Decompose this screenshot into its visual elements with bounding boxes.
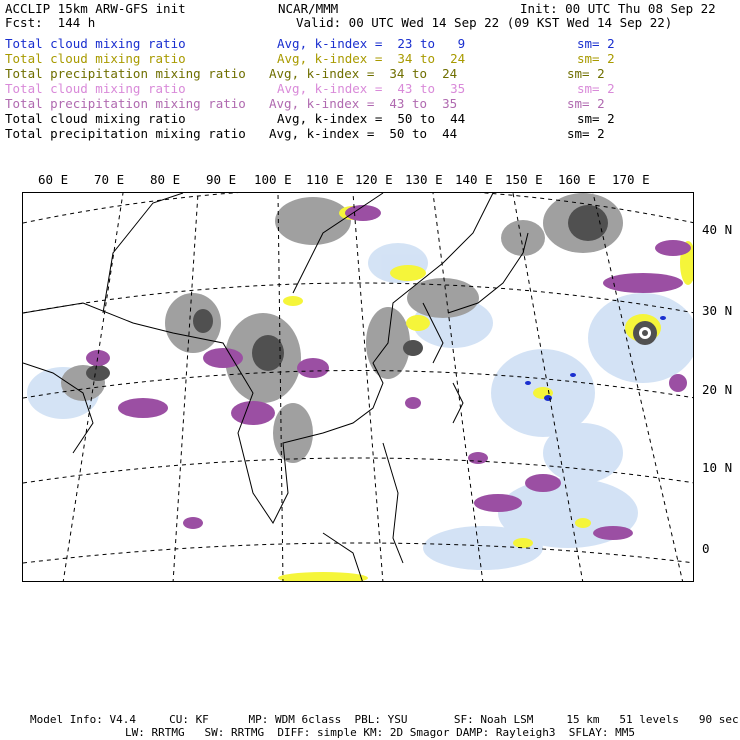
legend-row bbox=[5, 126, 605, 141]
longitude-label: 140 E bbox=[455, 172, 493, 187]
legend-sm: sm= 2 bbox=[567, 66, 605, 81]
model-info-line1: Model Info: V4.4 CU: KF MP: WDM 6class PBL: YSU SF: Noah LSM 15 km 51 levels 90 sec bbox=[30, 713, 739, 726]
legend-field: Total precipitation mixing ratio bbox=[5, 96, 246, 111]
longitude-label: 160 E bbox=[558, 172, 596, 187]
legend-field: Total cloud mixing ratio bbox=[5, 51, 186, 66]
legend-sm: sm= 2 bbox=[567, 96, 605, 111]
legend-row bbox=[5, 96, 605, 111]
forecast-hour: Fcst: 144 h bbox=[5, 15, 96, 30]
legend-field: Total precipitation mixing ratio bbox=[5, 126, 246, 141]
legend-row bbox=[5, 66, 605, 81]
longitude-label: 110 E bbox=[306, 172, 344, 187]
legend-avg: Avg, k-index = 43 to 35 bbox=[277, 81, 466, 96]
legend-avg: Avg, k-index = 50 to 44 bbox=[277, 111, 466, 126]
legend-row bbox=[5, 51, 615, 66]
legend-sm: sm= 2 bbox=[577, 51, 615, 66]
init-time: Init: 00 UTC Thu 08 Sep 22 bbox=[520, 1, 716, 16]
legend-avg: Avg, k-index = 43 to 35 bbox=[269, 96, 458, 111]
latitude-label: 40 N bbox=[702, 222, 733, 237]
legend-row bbox=[5, 111, 615, 126]
longitude-label: 90 E bbox=[206, 172, 237, 187]
longitude-label: 100 E bbox=[254, 172, 292, 187]
legend-sm: sm= 2 bbox=[577, 111, 615, 126]
legend-sm: sm= 2 bbox=[577, 81, 615, 96]
longitude-label: 80 E bbox=[150, 172, 181, 187]
valid-time: Valid: 00 UTC Wed 14 Sep 22 (09 KST Wed 14 Sep 22) bbox=[296, 15, 673, 30]
latitude-label: 30 N bbox=[702, 303, 733, 318]
forecast-map bbox=[22, 192, 694, 582]
longitude-label: 130 E bbox=[405, 172, 443, 187]
longitude-label: 170 E bbox=[612, 172, 650, 187]
legend-avg: Avg, k-index = 34 to 24 bbox=[269, 66, 458, 81]
longitude-label: 60 E bbox=[38, 172, 69, 187]
latitude-label: 0 bbox=[702, 541, 710, 556]
latitude-label: 10 N bbox=[702, 460, 733, 475]
legend-avg: Avg, k-index = 23 to 9 bbox=[277, 36, 466, 51]
legend-field: Total cloud mixing ratio bbox=[5, 81, 186, 96]
org-label: NCAR/MMM bbox=[278, 1, 339, 16]
model-title: ACCLIP 15km ARW-GFS init bbox=[5, 1, 186, 16]
legend-row bbox=[5, 36, 615, 51]
longitude-label: 70 E bbox=[94, 172, 125, 187]
typhoon-east-of-japan bbox=[633, 321, 657, 345]
legend-field: Total cloud mixing ratio bbox=[5, 111, 186, 126]
legend-row bbox=[5, 81, 615, 96]
legend-avg: Avg, k-index = 34 to 24 bbox=[277, 51, 466, 66]
legend-field: Total precipitation mixing ratio bbox=[5, 66, 246, 81]
latitude-label: 20 N bbox=[702, 382, 733, 397]
legend-avg: Avg, k-index = 50 to 44 bbox=[269, 126, 458, 141]
model-info-line2: LW: RRTMG SW: RRTMG DIFF: simple KM: 2D Smagor DAMP: Rayleigh3 SFLAY: MM5 bbox=[125, 726, 635, 739]
legend-sm: sm= 2 bbox=[567, 126, 605, 141]
map-canvas bbox=[23, 193, 694, 582]
legend-field: Total cloud mixing ratio bbox=[5, 36, 186, 51]
longitude-label: 120 E bbox=[355, 172, 393, 187]
longitude-label: 150 E bbox=[505, 172, 543, 187]
legend-sm: sm= 2 bbox=[577, 36, 615, 51]
